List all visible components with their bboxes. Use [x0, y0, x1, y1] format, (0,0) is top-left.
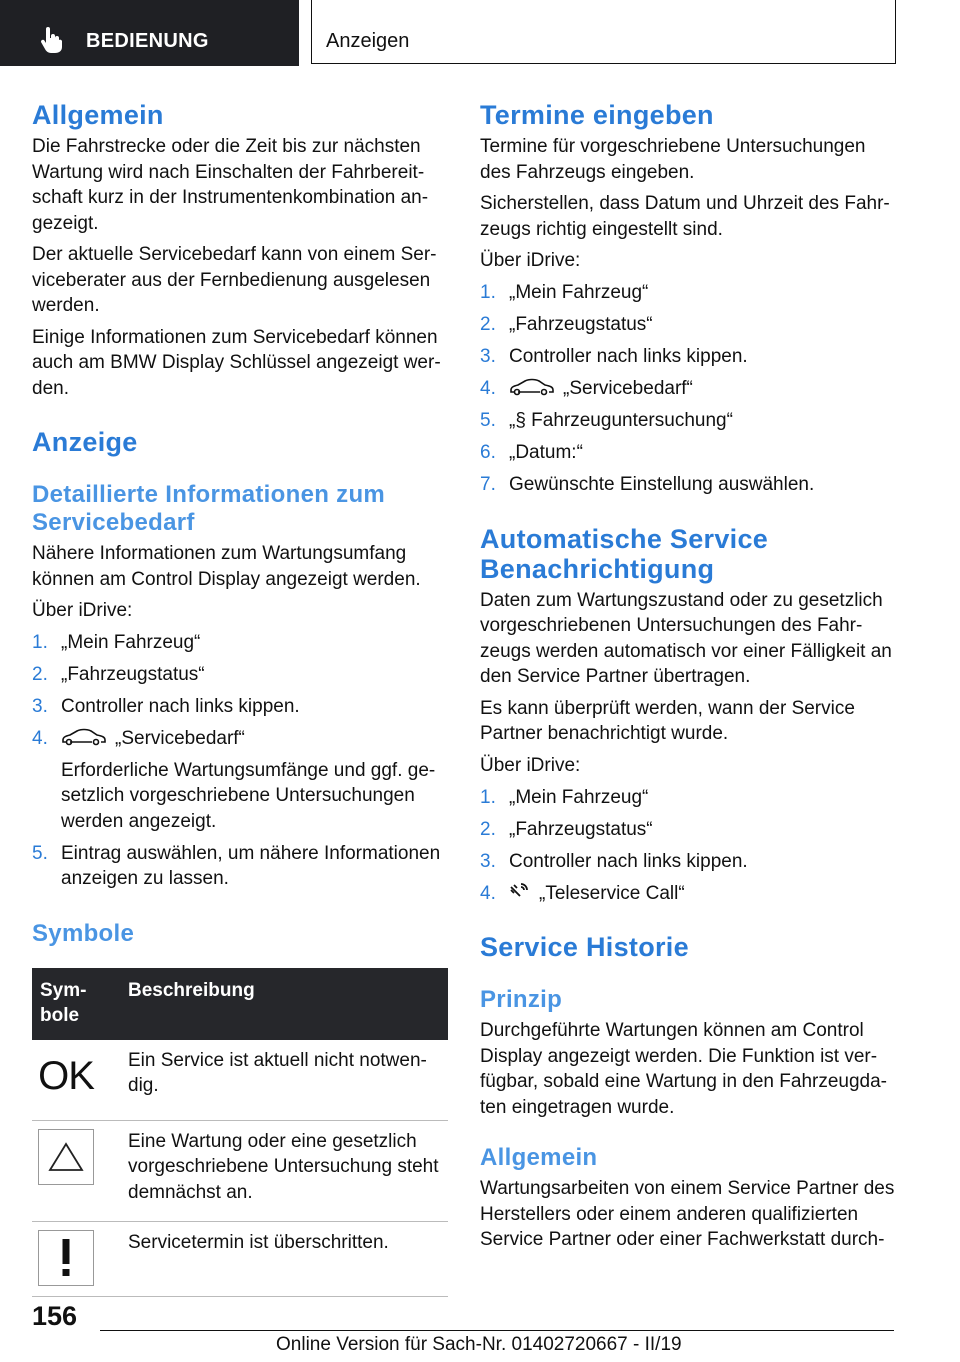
subheading-prinzip: Prinzip — [480, 986, 563, 1013]
step-note: Erforderliche Wartungsumfänge und ggf. ge-setzlich vorgeschriebene Untersuchungen werden angezeigt. — [61, 759, 436, 832]
idrive-label: Über iDrive: — [480, 754, 581, 776]
symbol-table — [32, 968, 448, 1298]
column-header: Sym-bole — [32, 968, 120, 1040]
warning-triangle-icon — [38, 1129, 94, 1185]
paragraph: Nähere Informationen zum Wartungsumfang können am Control Display angezeigt werden. — [32, 543, 421, 590]
paragraph: Die Fahrstrecke oder die Zeit bis zur nächsten Wartung wird nach Einschalten der Fahrbereit-schaft kurz in der Instrumentenkombination an-gezeigt. — [32, 136, 429, 234]
heading-service-historie: Service Historie — [480, 932, 689, 962]
subheading-allgemein: Allgemein — [480, 1144, 598, 1171]
table-cell: Eine Wartung oder eine gesetzlich vorgeschriebene Untersuchung steht demnächst an. — [120, 1120, 448, 1222]
list-item: 4. „Teleservice Call“ — [480, 882, 685, 904]
car-icon — [509, 378, 555, 396]
table-header — [32, 968, 448, 1040]
list-item: 3. Controller nach links kippen. — [480, 850, 748, 872]
list-item: 5. Eintrag auswählen, um nähere Informationen anzeigen zu lassen. — [32, 842, 441, 889]
list-item: 4. „Servicebedarf“ Erforderliche Wartungsumfänge und ggf. ge-setzlich vorgeschriebene Untersuchungen werden angezeigt. — [32, 726, 448, 834]
hand-pointer-icon — [40, 27, 62, 53]
list-item: 7. Gewünschte Einstellung auswählen. — [480, 474, 815, 495]
subheading-detailliert: Detaillierte Informationen zum Servicebedarf — [32, 481, 386, 536]
page-number: 156 — [32, 1301, 78, 1331]
chapter-label: Anzeigen — [326, 30, 410, 52]
car-icon — [61, 728, 107, 746]
list-item: 6. „Datum:“ — [480, 442, 583, 463]
list-item: 3. Controller nach links kippen. — [32, 696, 300, 717]
table-cell: Servicetermin ist überschritten. — [120, 1222, 448, 1297]
heading-anzeige: Anzeige — [32, 427, 138, 457]
table-row — [32, 1040, 448, 1121]
steps-list — [480, 785, 900, 907]
right-column — [480, 100, 900, 1253]
paragraph: Sicherstellen, dass Datum und Uhrzeit des Fahr-zeugs richtig eingestellt sind. — [480, 193, 890, 240]
list-item: 2. „Fahrzeugstatus“ — [480, 314, 653, 335]
chapter-tab — [311, 0, 896, 64]
footer-text: Online Version für Sach-Nr. 01402720667 - II/19 — [276, 1334, 682, 1355]
paragraph: Einige Informationen zum Servicebedarf können auch am BMW Display Schlüssel angezeigt wer-den. — [32, 326, 441, 399]
section-tab — [0, 0, 299, 66]
table-cell: Ein Service ist aktuell nicht notwen-dig. — [120, 1040, 448, 1121]
list-item: 1. „Mein Fahrzeug“ — [480, 282, 649, 303]
left-column — [32, 100, 448, 1297]
paragraph: Durchgeführte Wartungen können am Control Display angezeigt werden. Die Funktion ist ver-fügbar, sobald eine Wartung in den Fahrzeugda-ten eingetragen wurde. — [480, 1020, 888, 1118]
paragraph: Der aktuelle Servicebedarf kann von einem Ser-viceberater aus der Fernbedienung ausgelesen werden. — [32, 244, 437, 316]
idrive-label: Über iDrive: — [32, 600, 133, 621]
list-item: 3. Controller nach links kippen. — [480, 346, 748, 367]
paragraph: Daten zum Wartungszustand oder zu gesetzlich vorgeschriebenen Untersuchungen des Fahr-zeugs werden automatisch vor einer Fälligkeit an den Service Partner übertragen. — [480, 589, 892, 687]
paragraph: Wartungsarbeiten von einem Service Partner des Herstellers oder einem anderen qualifizierten Service Partner oder einer Fachwerkstatt durch- — [480, 1178, 895, 1250]
paragraph: Termine für vorgeschriebene Untersuchungen des Fahrzeugs eingeben. — [480, 136, 866, 183]
list-item: 5. „§ Fahrzeuguntersuchung“ — [480, 410, 733, 431]
idrive-label: Über iDrive: — [480, 250, 581, 271]
list-item: 2. „Fahrzeugstatus“ — [480, 818, 653, 840]
exclamation-icon — [38, 1230, 94, 1286]
section-label: BEDIENUNG — [86, 30, 209, 52]
steps-list — [32, 630, 448, 892]
subheading-symbole: Symbole — [32, 919, 135, 947]
steps-list — [480, 280, 900, 498]
list-item: 4. „Servicebedarf“ — [480, 378, 693, 399]
list-item: 1. „Mein Fahrzeug“ — [480, 786, 649, 808]
list-item: 2. „Fahrzeugstatus“ — [32, 664, 205, 685]
heading-automatische-service: Automatische Service Benachrichtigung — [480, 523, 769, 584]
table-row — [32, 1222, 448, 1297]
footer-divider — [100, 1330, 894, 1331]
heading-allgemein: Allgemein — [32, 100, 164, 130]
table-row — [32, 1120, 448, 1222]
column-header: Beschreibung — [120, 968, 448, 1040]
paragraph: Es kann überprüft werden, wann der Service Partner benachrichtigt wurde. — [480, 697, 855, 744]
heading-termine: Termine eingeben — [480, 100, 714, 130]
ok-symbol: OK — [38, 1053, 94, 1098]
teleservice-icon — [509, 882, 529, 902]
list-item: 1. „Mein Fahrzeug“ — [32, 632, 201, 653]
